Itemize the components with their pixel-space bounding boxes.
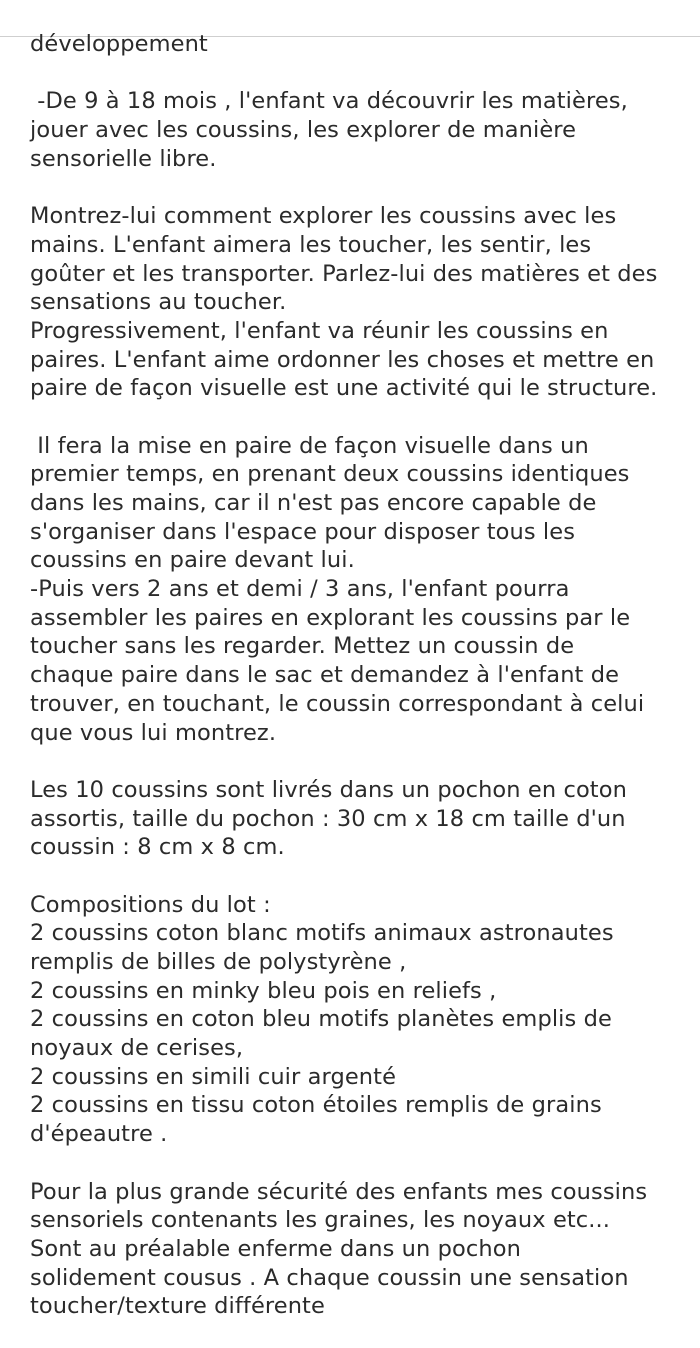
description-line: goûter et les transporter. Parlez-lui des matières et des [30,260,658,287]
description-line: trouver, en touchant, le coussin correspondant à celui [30,690,645,717]
product-description-text [30,30,695,1321]
description-line [30,173,695,202]
description-line: Progressivement, l'enfant va réunir les coussins en [30,317,609,344]
description-line: Compositions du lot : [30,891,271,918]
description-line: chaque paire dans le sac et demandez à l'enfant de [30,662,620,689]
description-line: noyaux de cerises, [30,1035,244,1062]
description-line: 2 coussins en minky bleu pois en reliefs , [30,977,497,1004]
description-line: Il fera la mise en paire de façon visuelle dans un [30,432,589,459]
description-line: 2 coussins en coton bleu motifs planètes emplis de [30,1006,612,1033]
description-line: toucher sans les regarder. Mettez un coussin de [30,633,575,660]
description-line: 2 coussins en simili cuir argenté [30,1063,397,1090]
description-line: dans les mains, car il n'est pas encore capable de [30,490,597,516]
description-line: solidement cousus . A chaque coussin une sensation [30,1264,629,1291]
description-line: développement [30,31,208,57]
description-line [30,747,695,776]
description-line: sensorielle libre. [30,145,217,172]
description-line [30,403,695,432]
description-line: sensoriels contenants les graines, les noyaux etc... [30,1207,611,1234]
description-line: Sont au préalable enferme dans un pochon [30,1235,521,1262]
description-line: -De 9 à 18 mois , l'enfant va découvrir les matières, [30,88,628,115]
description-line: 2 coussins en tissu coton étoiles remplis de grains [30,1092,602,1119]
description-line: premier temps, en prenant deux coussins identiques [30,461,630,488]
description-line: paires. L'enfant aime ordonner les choses et mettre en [30,346,655,373]
description-line: remplis de billes de polystyrène , [30,949,407,975]
description-line: coussin : 8 cm x 8 cm. [30,834,285,861]
description-line: Pour la plus grande sécurité des enfants mes coussins [30,1178,648,1205]
description-line: Montrez-lui comment explorer les coussins avec les [30,203,617,230]
description-line: que vous lui montrez. [30,719,277,746]
description-line [30,1149,695,1178]
description-line: assortis, taille du pochon : 30 cm x 18 cm taille d'un [30,805,626,832]
description-line: toucher/texture différente [30,1293,325,1320]
description-line: jouer avec les coussins, les explorer de manière [30,117,577,144]
description-line: -Puis vers 2 ans et demi / 3 ans, l'enfant pourra [30,576,570,603]
description-line [30,59,695,88]
description-line: coussins en paire devant lui. [30,547,355,574]
description-line: d'épeautre . [30,1121,168,1148]
description-line: sensations au toucher. [30,289,287,316]
description-line: Les 10 coussins sont livrés dans un pochon en coton [30,776,627,803]
description-line: s'organiser dans l'espace pour disposer tous les [30,518,576,545]
description-line: paire de façon visuelle est une activité qui le structure. [30,375,658,402]
description-line: assembler les paires en explorant les coussins par le [30,604,631,631]
description-line [30,862,695,891]
description-line: mains. L'enfant aimera les toucher, les sentir, les [30,231,592,258]
description-line: 2 coussins coton blanc motifs animaux astronautes [30,920,614,947]
